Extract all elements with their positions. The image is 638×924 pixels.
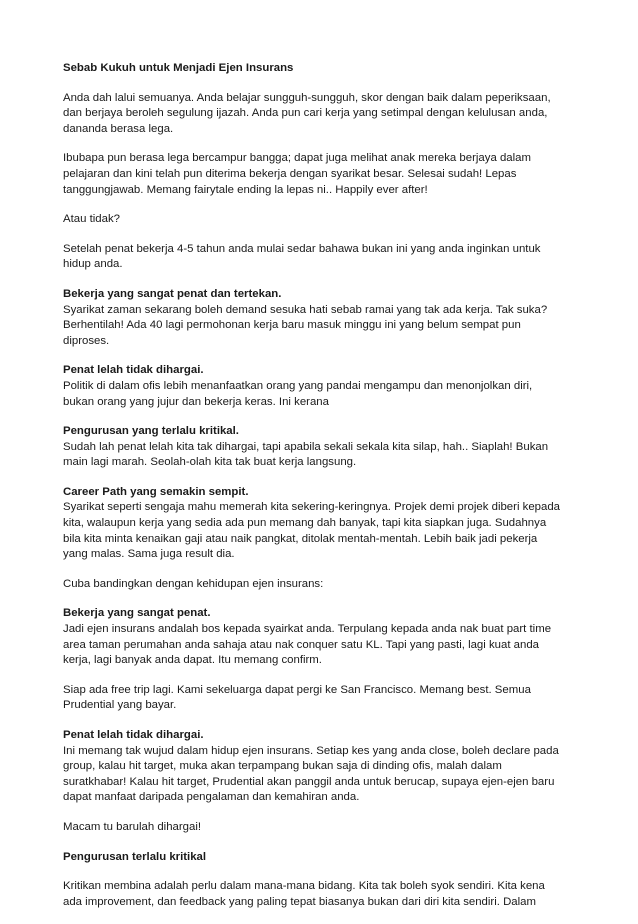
text-line: kita, walaupun kerja yang sedia ada pun memang dah banyak, tapi kita siapkan juga. Sudahnya xyxy=(63,517,547,530)
text-line: Syarikat zaman sekarang boleh demand sesuka hati sebab ramai yang tak ada kerja. Tak suka? xyxy=(63,303,548,316)
text-line: bila kita minta kenaikan gaji atau naik pangkat, ditolak mentah-mentah. Lebih baik jadi pekerja xyxy=(63,532,538,545)
text-line: Kritikan membina adalah perlu dalam mana-mana bidang. Kita tak boleh syok sendiri. Kita kena xyxy=(63,880,545,893)
document-page xyxy=(63,61,583,924)
text-line: main lagi marah. Seolah-olah kita tak buat kerja langsung. xyxy=(63,456,357,469)
text-line: suratkhabar! Kalau hit target, Prudential akan panggil anda untuk berucap, supaya ejen-ejen baru xyxy=(63,775,555,788)
document-title: Sebab Kukuh untuk Menjadi Ejen Insurans xyxy=(63,62,294,74)
text-line: diproses. xyxy=(63,334,110,347)
text-line: ada improvement, dan feedback yang paling tepat biasanya bukan dari diri kita sendiri. Dalam xyxy=(63,895,536,908)
text-line: Atau tidak? xyxy=(63,213,120,226)
text-line: dananda berasa lega. xyxy=(63,122,174,135)
section-heading: Penat lelah tidak dihargai. xyxy=(63,364,204,377)
text-line: tanggungjawab. Memang fairytale ending la lepas ni.. Happily ever after! xyxy=(63,183,428,196)
section-heading: Bekerja yang sangat penat dan tertekan. xyxy=(63,287,282,300)
paragraph xyxy=(63,91,583,138)
text-line: dan berjaya beroleh segulung ijazah. Anda pun cari kerja yang setimpal dengan kelulusan anda, xyxy=(63,107,548,120)
text-line: yang malas. Sama juga result dia. xyxy=(63,548,235,561)
text-line: Syarikat seperti sengaja mahu memerah kita sekering-keringnya. Projek demi projek diberi kepada xyxy=(63,501,561,514)
text-line: Ibubapa pun berasa lega bercampur bangga; dapat juga melihat anak mereka berjaya dalam xyxy=(63,152,531,165)
text-line: group, kalau hit target, muka akan terpampang bukan saja di dinding ofis, malah dalam xyxy=(63,760,502,773)
text-line: Politik di dalam ofis lebih menanfaatkan orang yang pandai mengampu dan menonjolkan diri, xyxy=(63,379,533,392)
paragraph xyxy=(63,879,583,910)
paragraph xyxy=(63,577,583,593)
text-line: hidup anda. xyxy=(63,258,123,271)
section-heading: Pengurusan terlalu kritikal xyxy=(63,850,207,863)
text-line: Jadi ejen insurans andalah bos kepada syairkat anda. Terpulang kepada anda nak buat part time xyxy=(63,623,552,636)
text-line: Macam tu barulah dihargai! xyxy=(63,820,202,833)
paragraph xyxy=(63,850,583,866)
text-line: Prudential yang bayar. xyxy=(63,699,177,712)
text-line: area taman perumahan anda sahaja atau nak conquer satu KL. Tapi yang pasti, lagi kuat anda xyxy=(63,638,539,651)
text-line: Anda dah lalui semuanya. Anda belajar sungguh-sungguh, skor dengan baik dalam peperiksaan, xyxy=(63,91,551,104)
text-line: bukan orang yang jujur dan bekerja keras. Ini kerana xyxy=(63,395,329,408)
section-heading: Pengurusan yang terlalu kritikal. xyxy=(63,425,239,438)
paragraph xyxy=(63,606,583,668)
document-body xyxy=(63,91,583,911)
text-line: Cuba bandingkan dengan kehidupan ejen insurans: xyxy=(63,577,324,590)
paragraph xyxy=(63,683,583,714)
text-line: Berhentilah! Ada 40 lagi permohonan kerja baru masuk minggu ini yang belum sempat pun xyxy=(63,319,521,332)
text-line: kerja, lagi banyak anda dapat. Itu memang confirm. xyxy=(63,654,322,667)
paragraph xyxy=(63,151,583,198)
paragraph xyxy=(63,242,583,273)
paragraph xyxy=(63,212,583,228)
text-line: Ini memang tak wujud dalam hidup ejen insurans. Setiap kes yang anda close, boleh declare pada xyxy=(63,744,559,757)
text-line: Siap ada free trip lagi. Kami sekeluarga dapat pergi ke San Francisco. Memang best. Semua xyxy=(63,683,531,696)
text-line: pelajaran dan kini telah pun diterima bekerja dengan syarikat besar. Selesai sudah! Lepas xyxy=(63,167,517,180)
paragraph xyxy=(63,820,583,836)
paragraph xyxy=(63,485,583,563)
text-line: Sudah lah penat lelah kita tak dihargai, tapi apabila sekali sekala kita silap, hah.. Siaplah! Bukan xyxy=(63,440,549,453)
paragraph xyxy=(63,424,583,471)
paragraph xyxy=(63,363,583,410)
paragraph xyxy=(63,728,583,806)
section-heading: Bekerja yang sangat penat. xyxy=(63,607,211,620)
section-heading: Career Path yang semakin sempit. xyxy=(63,485,249,498)
text-line: dapat manfaat daripada pengalaman dan kemahiran anda. xyxy=(63,791,360,804)
paragraph xyxy=(63,287,583,349)
section-heading: Penat lelah tidak dihargai. xyxy=(63,729,204,741)
text-line: Setelah penat bekerja 4-5 tahun anda mulai sedar bahawa bukan ini yang anda inginkan untuk xyxy=(63,242,541,255)
